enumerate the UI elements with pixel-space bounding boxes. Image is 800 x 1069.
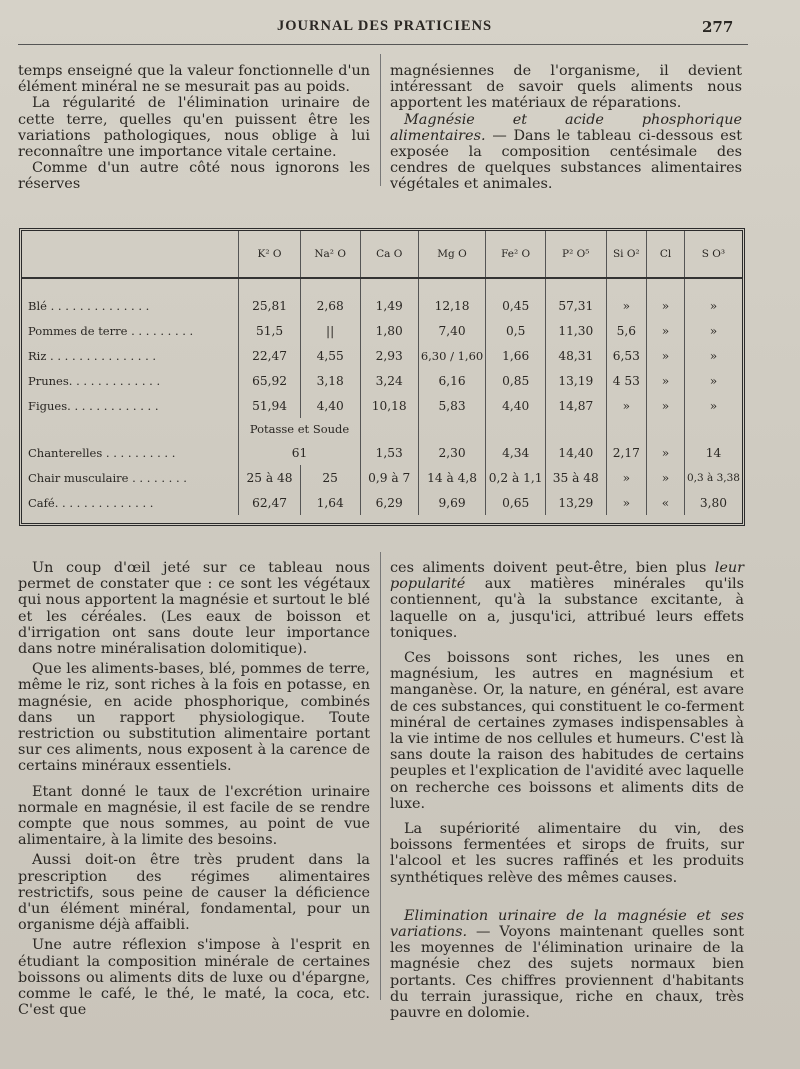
table-header: K² O [239,231,300,278]
composition-table [22,231,742,515]
table-row [22,393,742,418]
row-label: Prunes. . . . . . . . . . . . . [28,373,161,388]
text-run: ces aliments doivent peut-être, bien plus [390,560,715,576]
header-rule [18,44,748,45]
table-row [22,490,742,515]
cell: 11,30 [546,318,606,343]
table-header: Fe² O [486,231,546,278]
cell: 6,16 [418,368,485,393]
row-label: Pommes de terre . . . . . . . . . [28,323,194,338]
cell: 3,80 [684,490,742,515]
cell: 2,30 [418,440,485,465]
right-bottom-column [390,560,744,1021]
table-header: Na² O [300,231,360,278]
paragraph: Un coup d'œil jeté sur ce tableau nous permet de constater que : ce sont les végétaux qui nous apportent la magnésie et surtout le blé et les céréales. (Les eaux de boisson et d'irrigation ont sans doute leur importance dans notre minéralisation dolomitique). [18,560,370,658]
cell: 4,40 [300,393,360,418]
table-row [22,465,742,490]
cell: 62,47 [239,490,300,515]
cell: » [647,343,685,368]
cell: 2,93 [360,343,418,368]
running-title: JOURNAL DES PRATICIENS [277,18,493,34]
paragraph: Une autre réflexion s'impose à l'esprit en étudiant la composition minérale de certaines boissons ou aliments dits de luxe ou d'épargne, comme le café, le thé, le maté, la coca, etc. C'est que [18,937,370,1019]
cell: 25 à 48 [239,465,300,490]
row-label: Chair musculaire . . . . . . . . [28,470,187,485]
paragraph: Aussi doit-on être très prudent dans la prescription des régimes alimentaires restrictifs, sous peine de causer la déficience d'un élément minéral, fondamental, pour un organisme déjà affaibli. [18,852,370,934]
paragraph [390,560,744,641]
row-label: Blé . . . . . . . . . . . . . . [28,298,150,313]
cell: 1,80 [360,318,418,343]
table-row [22,318,742,343]
italic-run: leur popularité [390,560,744,593]
page-header [0,18,800,42]
cell: » [606,393,647,418]
cell: 22,47 [239,343,300,368]
cell: 25,81 [239,293,300,318]
left-bottom-column [18,560,370,1018]
cell: 2,17 [606,440,647,465]
row-label: Café. . . . . . . . . . . . . . [28,495,154,510]
cell: 4,40 [486,393,546,418]
section-paragraph [390,112,742,193]
table-header: Cl [647,231,685,278]
cell: 14,40 [546,440,606,465]
cell: 0,5 [486,318,546,343]
left-top-column [18,63,370,193]
cell: 0,9 à 7 [360,465,418,490]
text-run: aux matières minérales qu'ils contiennent, qu'à la substance excitante, à laquelle on a, jusqu'ici, attribué leurs effets toniques. [390,576,744,641]
cell: 4,55 [300,343,360,368]
cell: 3,24 [360,368,418,393]
table-header: Mg O [418,231,485,278]
paragraph: La supériorité alimentaire du vin, des boissons fermentées et sirops de fruits, sur l'alcool et les sucres raffinés et les produits synthétiques relève des mêmes causes. [390,821,744,886]
cell: 51,94 [239,393,300,418]
cell: 6,29 [360,490,418,515]
cell: » [684,293,742,318]
cell: 1,66 [486,343,546,368]
cell: » [684,393,742,418]
paragraph: Ces boissons sont riches, les unes en magnésium, les autres en magnésium et manganèse. Or, la nature, en général, est avare de ces substances, qui constituent le co-ferment minéral de certaines zymases indispensables à la vie intime de nos cellules et humeurs. C'est là sans doute la raison des habitudes de certains peuples et l'explication de l'avidité avec laquelle on recherche ces boissons et aliments dits de luxe. [390,650,744,812]
page-number: 277 [702,18,734,36]
table-header: S O³ [684,231,742,278]
cell: » [606,293,647,318]
section-text: — Voyons maintenant quelles sont les moyennes de l'élimination urinaire de la magnésie chez des sujets normaux bien portants. Ces chiffres proviennent d'habitants du terrain jurassique, riche en chaux, très pauvre en dolomie. [390,924,744,1022]
cell: 2,68 [300,293,360,318]
table-header: Si O² [606,231,647,278]
cell: 1,49 [360,293,418,318]
cell: » [684,343,742,368]
paragraph: Etant donné le taux de l'excrétion urinaire normale en magnésie, il est facile de se rendre compte que nous sommes, au point de vue alimentaire, à la limite des besoins. [18,783,370,849]
cell: 6,30 / 1,60 [418,343,485,368]
cell: » [684,318,742,343]
table-row [22,368,742,393]
cell: » [647,368,685,393]
table-row [22,343,742,368]
cell: || [300,318,360,343]
cell: 61 [239,440,360,465]
cell: 0,3 à 3,38 [684,465,742,490]
cell: 0,2 à 1,1 [486,465,546,490]
section-text: — Dans le tableau ci-dessous est exposée la composition centésimale des cendres de quelques substances alimentaires végétales et animales. [390,127,742,193]
cell: 14 à 4,8 [418,465,485,490]
group-label: Potasse et Soude [239,418,360,440]
section-paragraph [390,908,744,1021]
paragraph: Que les aliments-bases, blé, pommes de terre, même le riz, sont riches à la fois en potasse, en magnésie, en acide phosphorique, combinés dans un rapport physiologique. Toute restriction ou substitution alimentaire portant sur ces aliments, nous exposent à la carence de certains minéraux essentiels. [18,661,370,775]
right-top-column [390,63,742,193]
cell: 3,18 [300,368,360,393]
paragraph: temps enseigné que la valeur fonctionnelle d'un élément minéral ne se mesurait pas au poids. [18,63,370,96]
table-header: P² O⁵ [546,231,606,278]
cell: 0,45 [486,293,546,318]
cell: 14 [684,440,742,465]
table-header [22,231,239,278]
column-divider [380,552,381,1000]
cell: 1,64 [300,490,360,515]
row-label: Chanterelles . . . . . . . . . . [28,445,176,460]
cell: » [684,368,742,393]
cell: » [606,465,647,490]
cell: 4,34 [486,440,546,465]
cell: 5,83 [418,393,485,418]
cell: » [647,465,685,490]
cell: 51,5 [239,318,300,343]
cell: 9,69 [418,490,485,515]
cell: 5,6 [606,318,647,343]
cell: 4 53 [606,368,647,393]
cell: » [647,318,685,343]
cell: » [647,393,685,418]
cell: 48,31 [546,343,606,368]
paragraph: La régularité de l'élimination urinaire de cette terre, quelles qu'en puissent être les variations pathologiques, nous oblige à lui reconnaître une importance vitale certaine. [18,95,370,161]
cell: » [647,293,685,318]
cell: 0,65 [486,490,546,515]
cell: » [647,440,685,465]
cell: 1,53 [360,440,418,465]
paragraph: magnésiennes de l'organisme, il devient intéressant de savoir quels aliments nous apportent les matériaux de réparations. [390,63,742,112]
cell: » [606,490,647,515]
table-row [22,440,742,465]
cell: 13,19 [546,368,606,393]
table-header: Ca O [360,231,418,278]
cell: 25 [300,465,360,490]
paragraph: Comme d'un autre côté nous ignorons les réserves [18,160,370,193]
cell: 13,29 [546,490,606,515]
cell: 65,92 [239,368,300,393]
cell: 6,53 [606,343,647,368]
cell: 14,87 [546,393,606,418]
table-row [22,293,742,318]
table-header-row [22,231,742,278]
row-label: Riz . . . . . . . . . . . . . . . [28,348,157,363]
cell: 10,18 [360,393,418,418]
cell: 35 à 48 [546,465,606,490]
cell: « [647,490,685,515]
row-label: Figues. . . . . . . . . . . . . [28,398,159,413]
cell: 57,31 [546,293,606,318]
cell: 7,40 [418,318,485,343]
column-divider [380,54,381,186]
section-title: Magnésie et acide phosphorique alimentaires. [390,111,742,144]
section-title: Elimination urinaire de la magnésie et ses variations. [390,907,744,941]
cell: 12,18 [418,293,485,318]
cell: 0,85 [486,368,546,393]
table-group-row [22,418,742,440]
